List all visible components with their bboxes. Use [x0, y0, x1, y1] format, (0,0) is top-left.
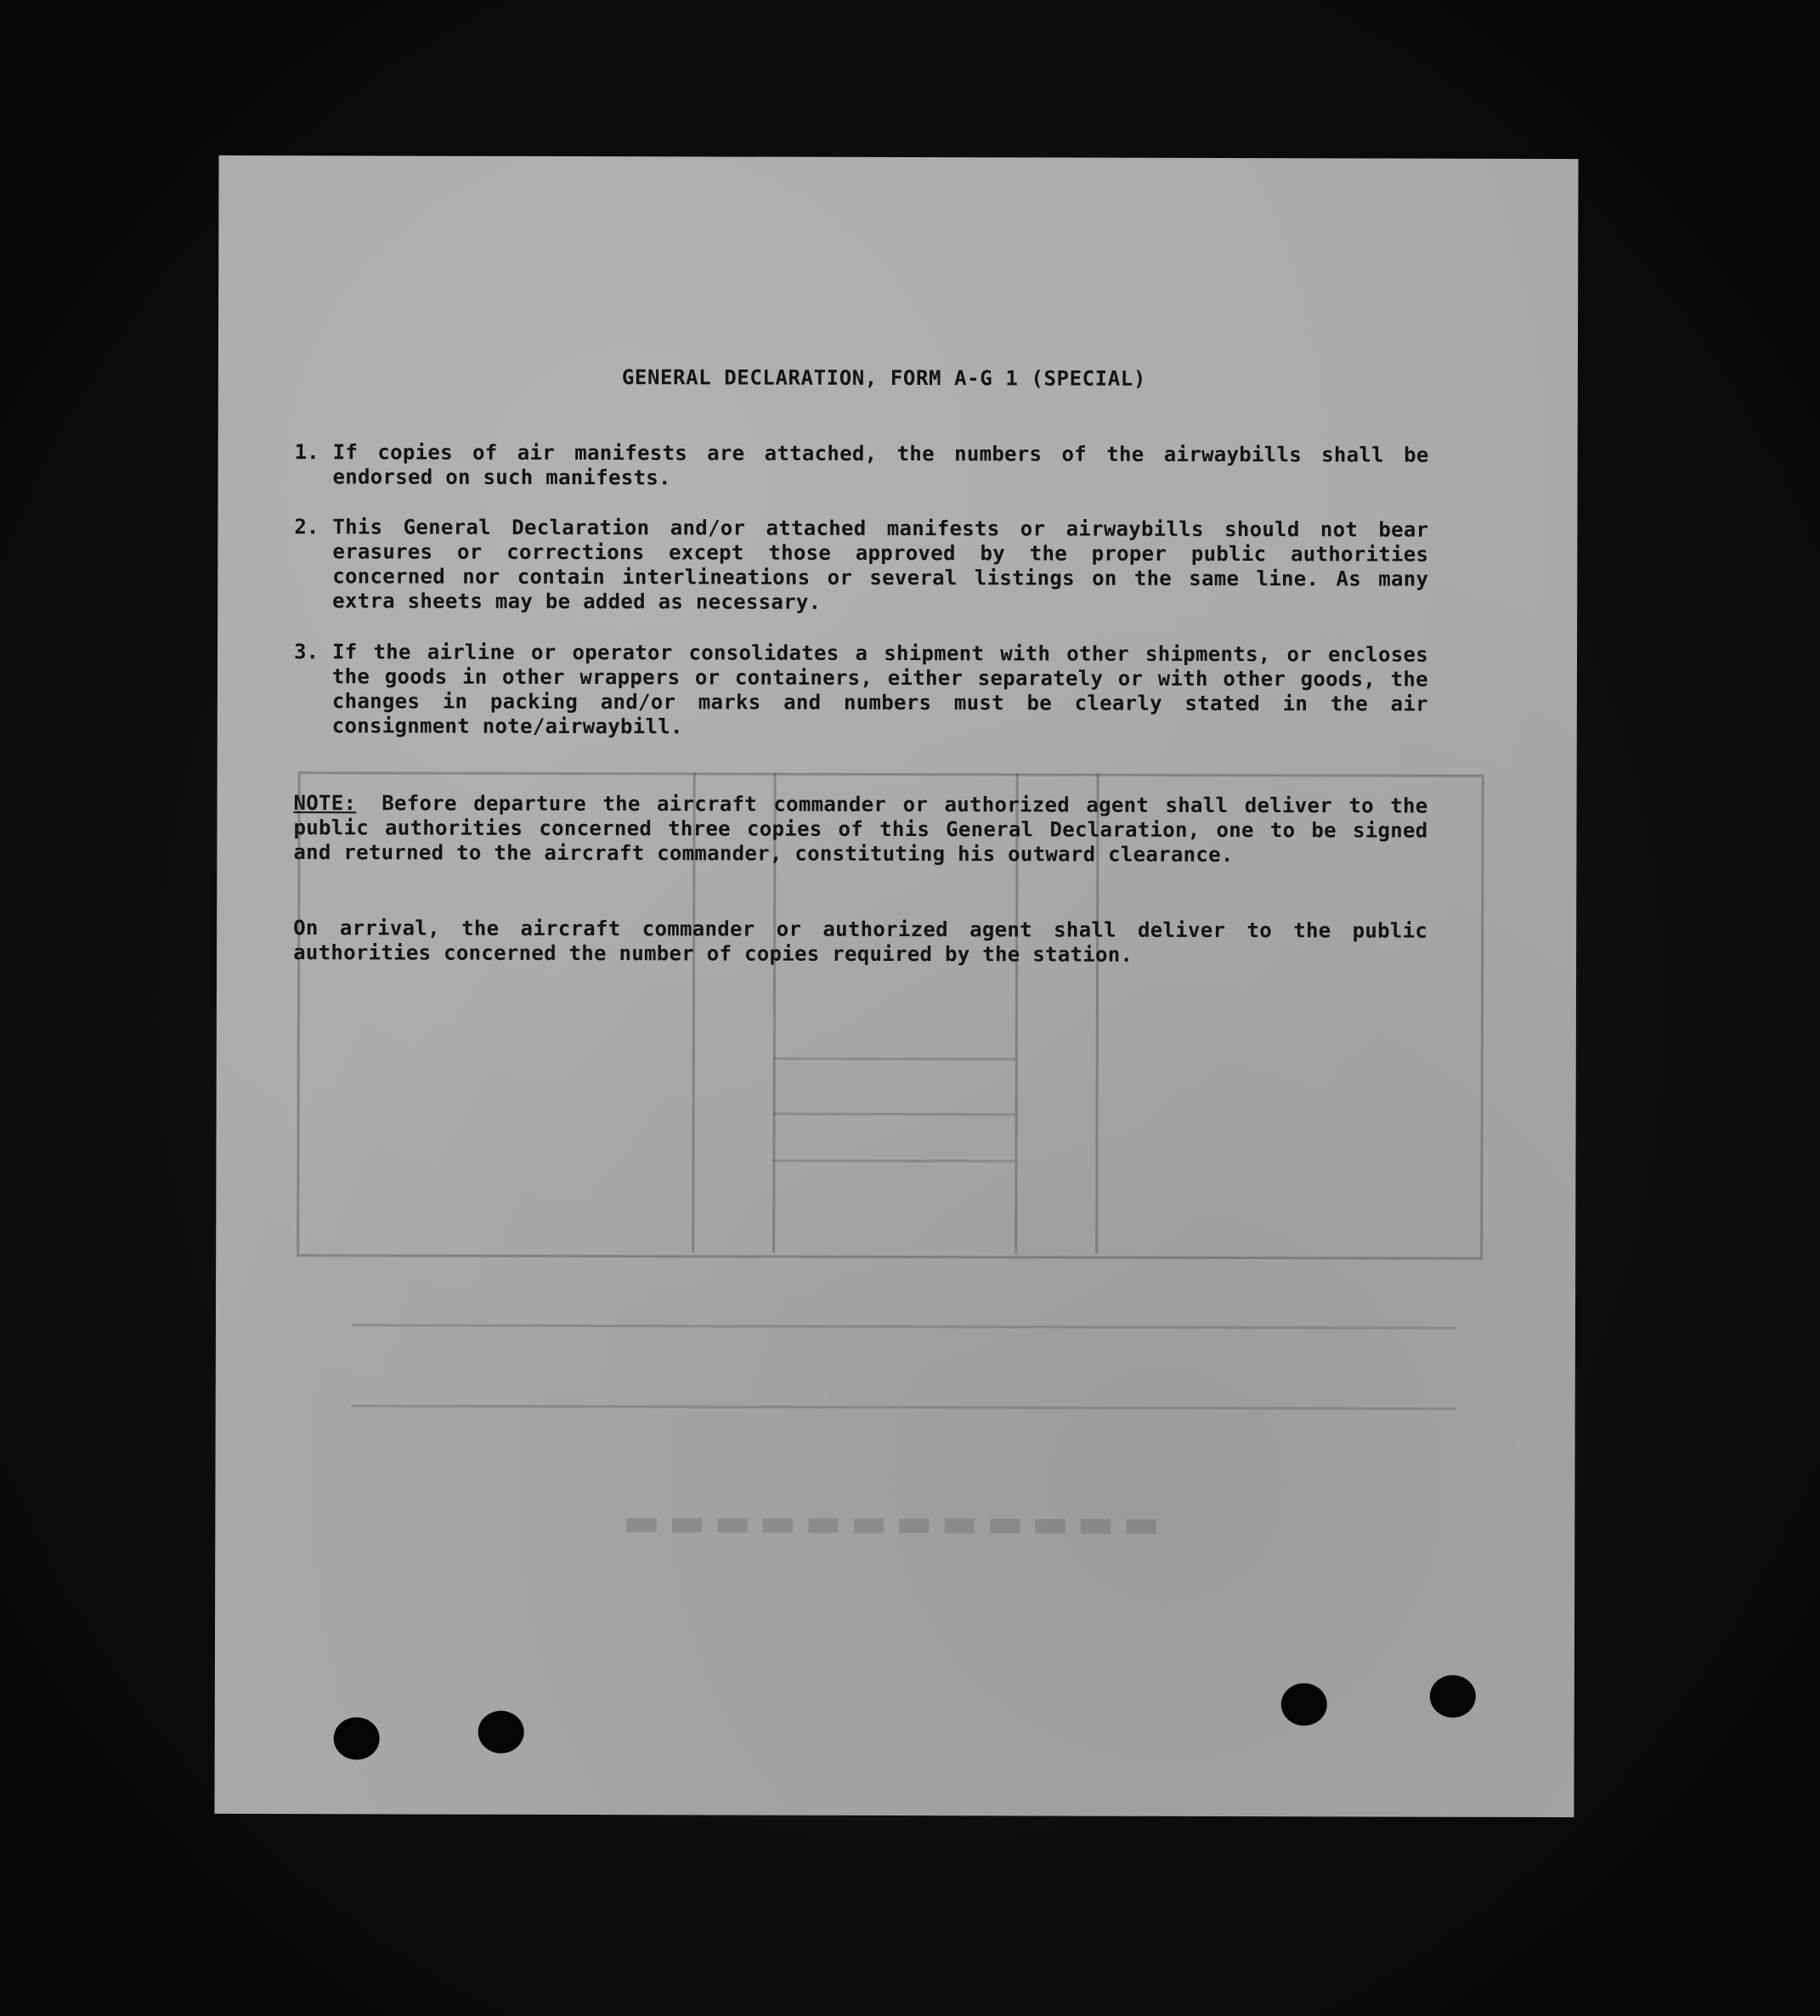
punch-hole	[478, 1711, 524, 1753]
punch-hole	[334, 1717, 380, 1759]
arrival-paragraph: On arrival, the aircraft commander or authorized agent shall deliver to the public authorities concerned the number of copies required by the station.	[293, 916, 1428, 967]
item-number: 2.	[294, 515, 319, 539]
bleed-through-rule	[352, 1404, 1456, 1409]
document-page	[214, 155, 1578, 1817]
item-text: If the airline or operator consolidates a shipment with other shipments, or encloses the goods in other wrappers or containers, either separately or with other goods, the changes in packing and/or marks and numbers must be clearly stated in the air consignment note/airwaybill.	[331, 640, 1429, 739]
note-text: Before departure the aircraft commander or authorized agent shall deliver to the public authorities concerned three copies of this General Declaration, one to be signed and returned to the aircraft commander, constituting his outward clearance.	[293, 791, 1428, 867]
bleed-through-heading: ▬▬▬▬▬▬▬▬▬▬▬▬	[614, 1499, 1160, 1546]
note-paragraph	[293, 791, 1427, 867]
item-number: 3.	[293, 640, 319, 664]
bleed-through-rule	[352, 1324, 1456, 1329]
item-number: 1.	[294, 440, 319, 465]
punch-hole	[1430, 1675, 1476, 1718]
punch-hole	[1281, 1683, 1327, 1725]
page-title: GENERAL DECLARATION, FORM A-G 1 (SPECIAL)	[621, 365, 1146, 391]
note-label: NOTE:	[293, 791, 357, 816]
item-text: If copies of air manifests are attached, the numbers of the airwaybills shall be endorsed on such manifests.	[332, 440, 1429, 490]
item-text: This General Declaration and/or attached manifests or airwaybills should not bear erasures or corrections except those approved by the proper public authorities concerned nor contain interlineations or several listings on the same line. As many extra sheets may be added as necessary.	[332, 515, 1429, 614]
